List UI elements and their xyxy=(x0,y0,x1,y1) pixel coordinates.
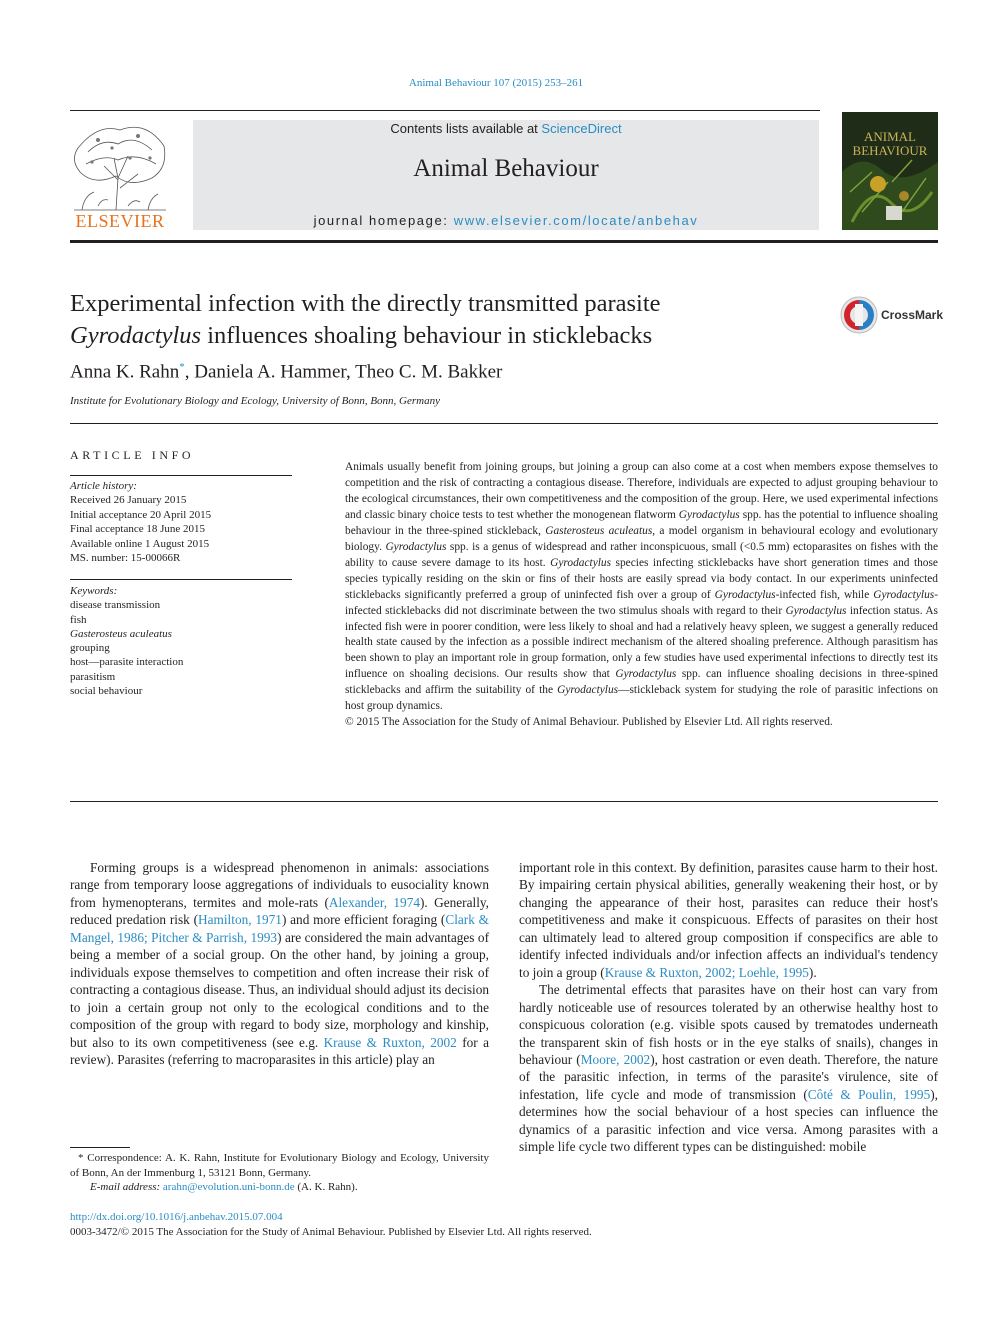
article-info-heading: ARTICLE INFO xyxy=(70,448,195,462)
keyword: grouping xyxy=(70,642,110,655)
citation-link[interactable]: Clark & Mangel, 1986; Pitcher & Parrish, 1993 xyxy=(70,912,489,945)
contents-line: Contents lists available at ScienceDirect xyxy=(390,121,622,136)
body-paragraph: The detrimental effects that parasites have on their host can vary from hardly noticeable use of resources tolerated by an otherwise healthy host to conspicuous coloration (e.g. visible spots caused by trematodes underneath the transparent skin of fish hosts or in the eye stalks of snails), changes in behaviour (Moore, 2002), host castration or even death. Therefore, the nature of the parasitic infection, in terms of the parasite's virulence, site of infestation, life cycle and mode of transmission (Côté & Poulin, 1995), determines how the social behaviour of a host species can influence the dynamics of a parasitic infection and vice versa. Among parasites with a simple life cycle two different types can be distinguished: mobile xyxy=(519,982,938,1155)
correspondence-mark[interactable]: * xyxy=(179,361,185,373)
citation-link[interactable]: Moore, 2002 xyxy=(580,1051,651,1067)
doi-link[interactable]: http://dx.doi.org/10.1016/j.anbehav.2015.07.004 xyxy=(70,1211,283,1223)
crossmark-label: CrossMark xyxy=(881,308,944,322)
correspondence-footnote xyxy=(70,1151,489,1195)
footer-copyright: 0003-3472/© 2015 The Association for the Study of Animal Behaviour. Published by Elsevier Ltd. All rights reserved. xyxy=(70,1226,592,1238)
crossmark-icon xyxy=(840,296,878,334)
keyword: social behaviour xyxy=(70,685,143,698)
footnote-divider xyxy=(70,1147,130,1148)
body-paragraph: important role in this context. By definition, parasites cause harm to their host. By impairing certain physical abilities, generally weakening their host, or by changing the appearance of their host, parasites can reduce their host's competitiveness and make it conspicuous. Effects of parasites on their host can ultimately lead to altered group composition if conspecifics are able to identify infected individuals and/or infection affects an individual's tendency to join a group (Krause & Ruxton, 2002; Loehle, 1995). xyxy=(519,860,938,980)
author-names-rest: , Daniela A. Hammer, Theo C. M. Bakker xyxy=(184,361,503,383)
divider xyxy=(70,579,292,580)
affiliation: Institute for Evolutionary Biology and Ecology, University of Bonn, Bonn, Germany xyxy=(70,395,440,407)
cover-title-line1: ANIMAL xyxy=(864,129,916,144)
journal-homepage: journal homepage: www.elsevier.com/locate/anbehav xyxy=(313,213,699,228)
article-title xyxy=(70,288,810,352)
citation-link[interactable]: Côté & Poulin, 1995 xyxy=(807,1086,931,1102)
header-divider xyxy=(70,110,820,111)
journal-cover-image[interactable] xyxy=(842,112,938,230)
history-heading: Article history: xyxy=(70,480,137,492)
email-link[interactable]: arahn@evolution.uni-bonn.de xyxy=(162,1181,295,1194)
keyword: fish xyxy=(70,613,87,626)
divider xyxy=(70,801,938,802)
footnote-text: * Correspondence: A. K. Rahn, Institute for Evolutionary Biology and Ecology, University of Bonn, An der Immenburg 1, 53121 Bonn, Germany. xyxy=(70,1152,489,1179)
crossmark-badge[interactable] xyxy=(840,295,944,335)
citation-link[interactable]: Alexander, 1974 xyxy=(328,894,420,910)
body-column-left xyxy=(70,859,489,1068)
homepage-link[interactable]: www.elsevier.com/locate/anbehav xyxy=(453,213,699,228)
keywords-heading: Keywords: xyxy=(70,585,118,597)
title-genus: Gyrodactylus xyxy=(70,322,202,349)
body-paragraph: Forming groups is a widespread phenomenon in animals: associations range from temporary loose aggregations of individuals to eusociality known from hymenopterans, termites and mole-rats (Alexander, 1974). Generally, reduced predation risk (Hamilton, 1971) and more efficient foraging (Clark & Mangel, 1986; Pitcher & Parrish, 1993) are considered the main advantages of being a member of a social group. On the other hand, by joining a group, individuals expose themselves to competition and often increase their risk of contracting a contagious disease. Thus, an individual should adjust its decision to join a certain group not only to the ecological conditions and to the composition of the group with regard to body size, morphology and kinship, but also to its own competitiveness (see e.g. Krause & Ruxton, 2002 for a review). Parasites (referring to macroparasites in this article) play an xyxy=(70,860,489,1067)
history-item: Received 26 January 2015 xyxy=(70,494,187,507)
citation-link[interactable]: Krause & Ruxton, 2002 xyxy=(323,1034,457,1050)
history-item: Available online 1 August 2015 xyxy=(70,537,210,550)
keyword: Gasterosteus aculeatus xyxy=(70,627,172,640)
title-line-2: Gyrodactylus influences shoaling behaviour in sticklebacks xyxy=(70,322,653,349)
citation-link[interactable]: Hamilton, 1971 xyxy=(198,912,282,928)
title-line-1: Experimental infection with the directly transmitted parasite xyxy=(70,290,661,317)
journal-title: Animal Behaviour xyxy=(413,155,599,182)
history-item: MS. number: 15-00066R xyxy=(70,552,181,565)
author-name[interactable]: Anna K. Rahn xyxy=(70,361,180,383)
body-column-right xyxy=(519,859,938,1156)
divider xyxy=(70,423,938,424)
keyword: host—parasite interaction xyxy=(70,656,184,669)
abstract-copyright: © 2015 The Association for the Study of Animal Behaviour. Published by Elsevier Ltd. All rights reserved. xyxy=(345,716,833,729)
journal-reference[interactable]: Animal Behaviour 107 (2015) 253–261 xyxy=(408,77,584,89)
elsevier-logo[interactable] xyxy=(68,118,172,236)
keyword: parasitism xyxy=(70,670,116,683)
sciencedirect-link[interactable]: ScienceDirect xyxy=(541,121,622,136)
keywords xyxy=(70,584,292,698)
history-item: Initial acceptance 20 April 2015 xyxy=(70,508,212,521)
history-item: Final acceptance 18 June 2015 xyxy=(70,523,206,536)
footnote-email: E-mail address: arahn@evolution.uni-bonn.de (A. K. Rahn). xyxy=(90,1181,358,1194)
cover-title-line2: BEHAVIOUR xyxy=(852,143,928,158)
citation-link[interactable]: Krause & Ruxton, 2002; Loehle, 1995 xyxy=(604,964,809,980)
elsevier-wordmark: ELSEVIER xyxy=(75,211,165,231)
divider xyxy=(70,475,292,476)
keyword: disease transmission xyxy=(70,599,161,612)
article-history xyxy=(70,479,292,565)
author-list xyxy=(70,361,502,383)
abstract xyxy=(345,460,938,731)
abstract-text: Animals usually benefit from joining groups, but joining a group can also come at a cost when members expose themselves to competition and the risk of contracting a contagious disease. Therefore, individuals are expected to adjust grouping behaviour to the ecological circumstances, their own competitiveness and the composition of the group. Here, we used experimental infections and classic binary choice tests to test whether the monogenean flatworm Gyrodactylus spp. has the potential to influence shoaling behaviour in the three-spined stickleback, Gasterosteus aculeatus, a model organism in behavioural ecology and evolutionary biology. Gyrodactylus spp. is a genus of widespread and rather inconspicuous, small (<0.5 mm) ectoparasites on fishes with the ability to cause severe damage to its host. Gyrodactylus species infecting sticklebacks have short generation times and those species typically residing on the skin or fins of their hosts are easily spread via body contact. In our experiments uninfected sticklebacks significantly preferred a group of uninfected fish over a group of Gyrodactylus-infected fish, while Gyrodactylus-infected sticklebacks did not discriminate between the two stimulus shoals with regard to their Gyrodactylus infection status. As infected fish were in poorer condition, were less likely to shoal and had a relatively heavy spleen, we suggest a generally reduced health state caused by the infection as a possible indirect mechanism of the altered shoaling preference. Although parasitism has been shown to play an important role in group formation, only a few studies have used experimental infections to directly test its influence on shoaling decisions. Our results show that Gyrodactylus spp. can influence shoaling decisions in three-spined sticklebacks and affirm the suitability of the Gyrodactylus—stickleback system for studying the role of parasitic infections on host group dynamics. xyxy=(345,461,939,713)
header-thick-divider xyxy=(70,240,938,243)
